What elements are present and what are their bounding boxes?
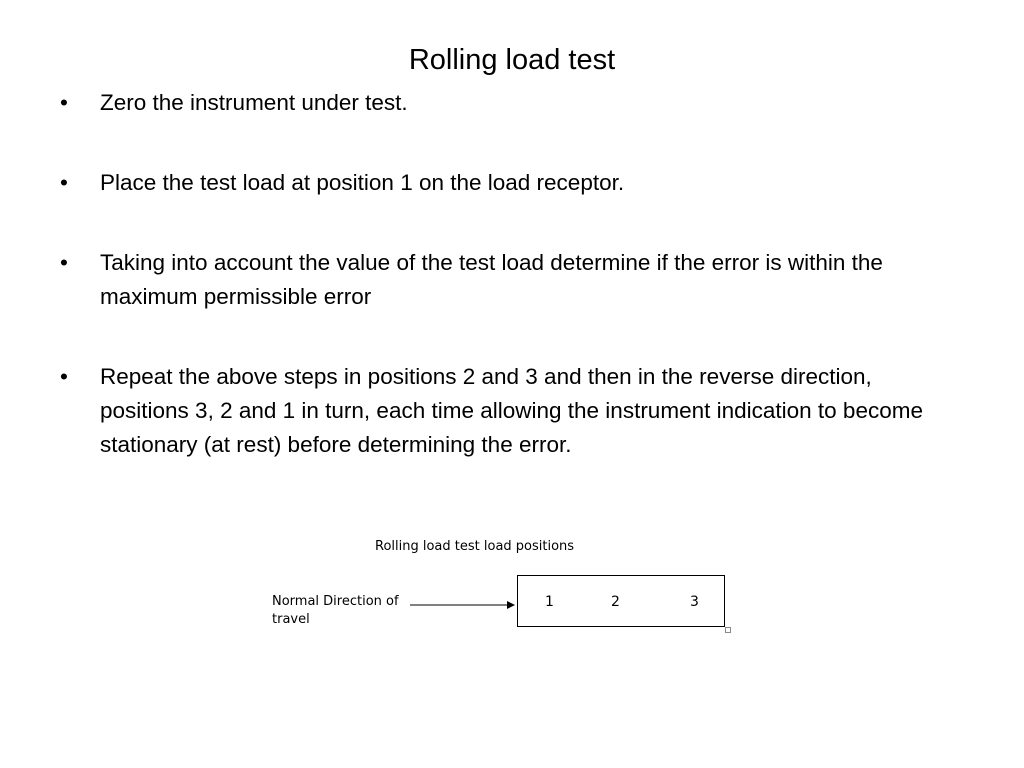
- position-3-label: 3: [690, 594, 699, 610]
- position-2-label: 2: [611, 594, 620, 610]
- bullet-item: [60, 86, 960, 120]
- direction-label-line-1: Normal Direction of: [272, 594, 399, 609]
- position-1-label: 1: [545, 594, 554, 610]
- load-positions-figure: [260, 530, 760, 650]
- direction-label-line-2: travel: [272, 612, 310, 627]
- bullet-item: [60, 360, 960, 462]
- bullet-dot-icon: •: [60, 250, 68, 275]
- bullet-item: [60, 246, 960, 314]
- figure-caption: Rolling load test load positions: [375, 539, 575, 554]
- bullet-dot-icon: •: [60, 90, 68, 115]
- slide-title: Rolling load test: [408, 44, 616, 76]
- bullet-text: Zero the instrument under test.: [100, 90, 408, 115]
- load-receptor-box: [517, 575, 725, 627]
- bullet-item: [60, 166, 960, 200]
- bullet-text: Repeat the above steps in positions 2 and 3 and then in the reverse direction, positions 3, 2 and 1 in turn, each time allowing the instrument indication to become stationary (at rest) before determining the error.: [100, 364, 923, 457]
- bullet-dot-icon: •: [60, 170, 68, 195]
- bullet-text: Taking into account the value of the test load determine if the error is within the maximum permissible error: [100, 250, 883, 309]
- bullet-dot-icon: •: [60, 364, 68, 389]
- bullet-list: [60, 86, 960, 508]
- resize-handle: [725, 627, 731, 633]
- bullet-text: Place the test load at position 1 on the load receptor.: [100, 170, 625, 195]
